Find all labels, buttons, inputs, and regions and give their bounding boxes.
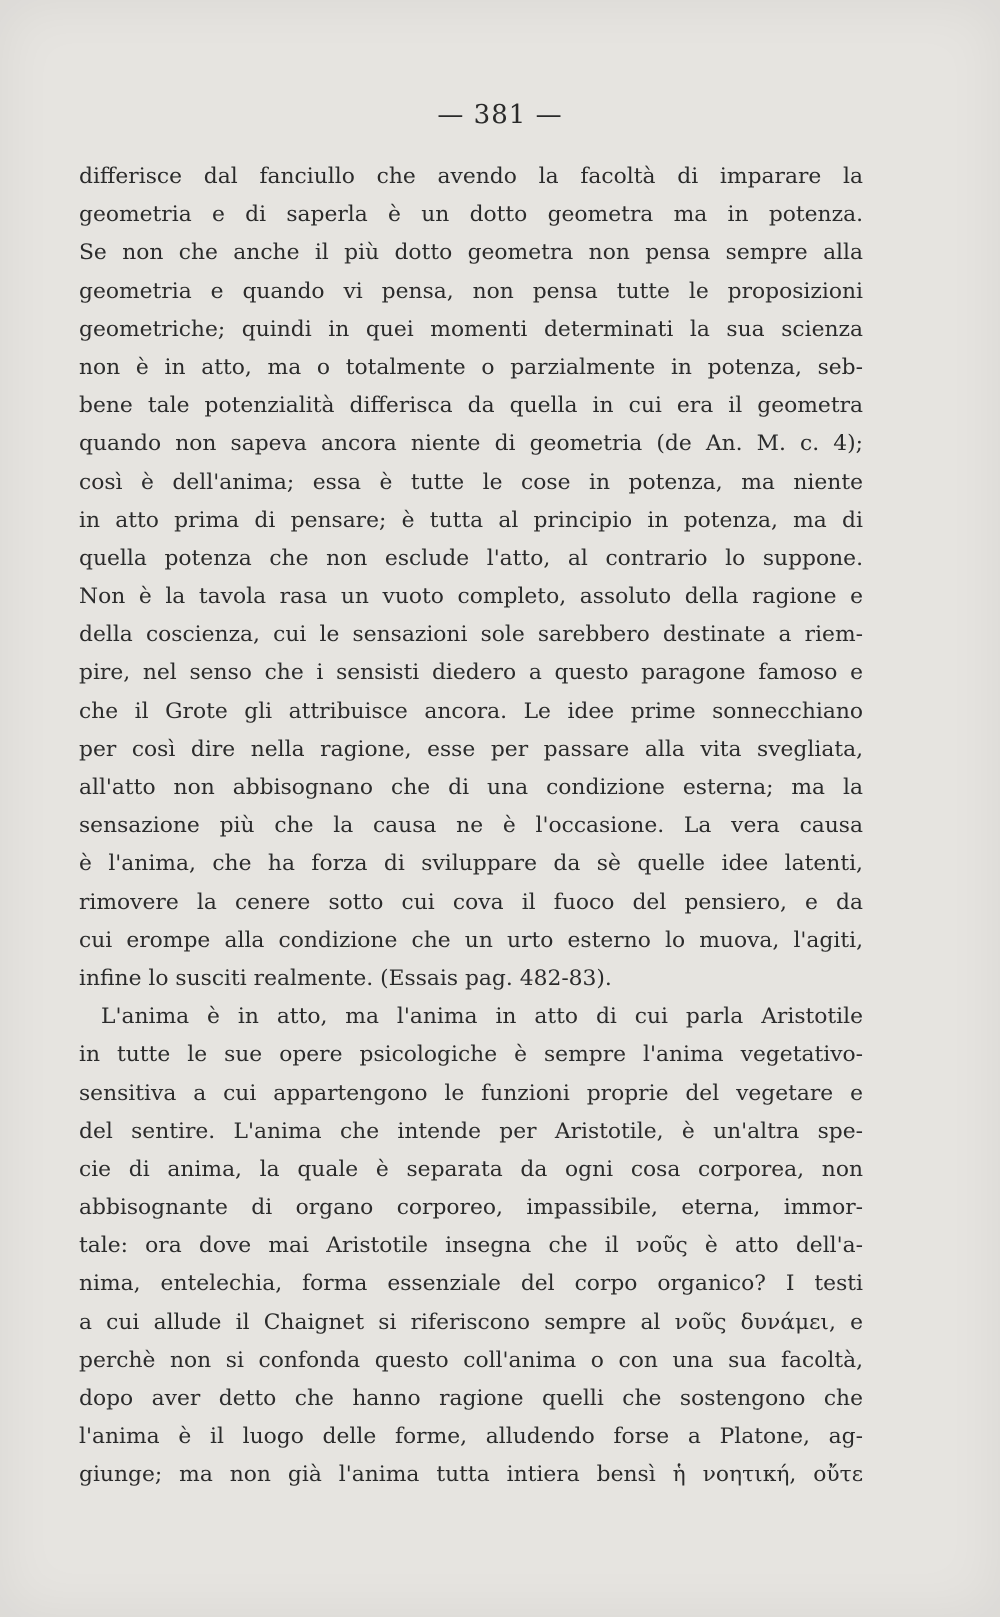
text-line: geometria e quando vi pensa, non pensa tutte le proposizioni	[79, 278, 863, 304]
text-line: pire, nel senso che i sensisti diedero a questo paragone famoso e	[79, 660, 863, 686]
text-line: che il Grote gli attribuisce ancora. Le idee prime sonnecchiano	[79, 698, 863, 724]
text-line: perchè non si confonda questo coll'anima o con una sua facoltà,	[79, 1347, 863, 1373]
text-line: della coscienza, cui le sensazioni sole sarebbero destinate a riem-	[79, 622, 863, 648]
text-line: a cui allude il Chaignet si riferiscono sempre al νοῦς δυνάμει, e	[79, 1309, 863, 1335]
text-line: geometriche; quindi in quei momenti determinati la sua scienza	[79, 316, 863, 342]
text-line: dopo aver detto che hanno ragione quelli che sostengono che	[79, 1386, 863, 1411]
text-line: rimovere la cenere sotto cui cova il fuoco del pensiero, e da	[79, 889, 863, 915]
text-line: nima, entelechia, forma essenziale del corpo organico? I testi	[79, 1271, 863, 1297]
text-line: abbisognante di organo corporeo, impassibile, eterna, immor-	[79, 1195, 863, 1221]
text-line: tale: ora dove mai Aristotile insegna che il νοῦς è atto dell'a-	[79, 1233, 863, 1259]
text-line: cui erompe alla condizione che un urto esterno lo muova, l'agiti,	[79, 927, 863, 953]
text-line: Non è la tavola rasa un vuoto completo, assoluto della ragione e	[79, 584, 863, 610]
body-text	[79, 158, 863, 1495]
text-line: all'atto non abbisognano che di una condizione esterna; ma la	[79, 775, 863, 800]
text-line: l'anima è il luogo delle forme, alludendo forse a Platone, ag-	[79, 1424, 863, 1450]
text-line: per così dire nella ragione, esse per passare alla vita svegliata,	[79, 736, 863, 762]
text-line: sensitiva a cui appartengono le funzioni proprie del vegetare e	[79, 1080, 863, 1106]
text-line: infine lo susciti realmente. (Essais pag. 482-83).	[79, 965, 612, 991]
text-line: così è dell'anima; essa è tutte le cose in potenza, ma niente	[79, 469, 863, 495]
text-line: L'anima è in atto, ma l'anima in atto di cui parla Aristotile	[101, 1004, 863, 1030]
text-line: sensazione più che la causa ne è l'occasione. La vera causa	[79, 813, 863, 839]
text-line: quella potenza che non esclude l'atto, al contrario lo suppone.	[79, 545, 863, 571]
text-line: giunge; ma non già l'anima tutta intiera bensì ἡ νοητική, οὔτε	[79, 1462, 863, 1488]
text-line: cie di anima, la quale è separata da ogni cosa corporea, non	[79, 1156, 863, 1182]
text-line: Se non che anche il più dotto geometra non pensa sempre alla	[79, 240, 863, 266]
text-line: in tutte le sue opere psicologiche è sempre l'anima vegetativo-	[79, 1042, 863, 1068]
text-line: del sentire. L'anima che intende per Aristotile, è un'altra spe-	[79, 1118, 863, 1144]
text-line: in atto prima di pensare; è tutta al principio in potenza, ma di	[79, 507, 863, 533]
text-line: differisce dal fanciullo che avendo la facoltà di imparare la	[79, 164, 863, 189]
text-line: è l'anima, che ha forza di sviluppare da sè quelle idee latenti,	[79, 851, 863, 877]
text-line: geometria e di saperla è un dotto geometra ma in potenza.	[79, 202, 863, 228]
page-number: — 381 —	[437, 100, 563, 130]
text-line: bene tale potenzialità differisca da quella in cui era il geometra	[79, 393, 863, 419]
text-line: non è in atto, ma o totalmente o parzialmente in potenza, seb-	[79, 354, 863, 380]
text-line: quando non sapeva ancora niente di geometria (de An. M. c. 4);	[79, 431, 863, 457]
